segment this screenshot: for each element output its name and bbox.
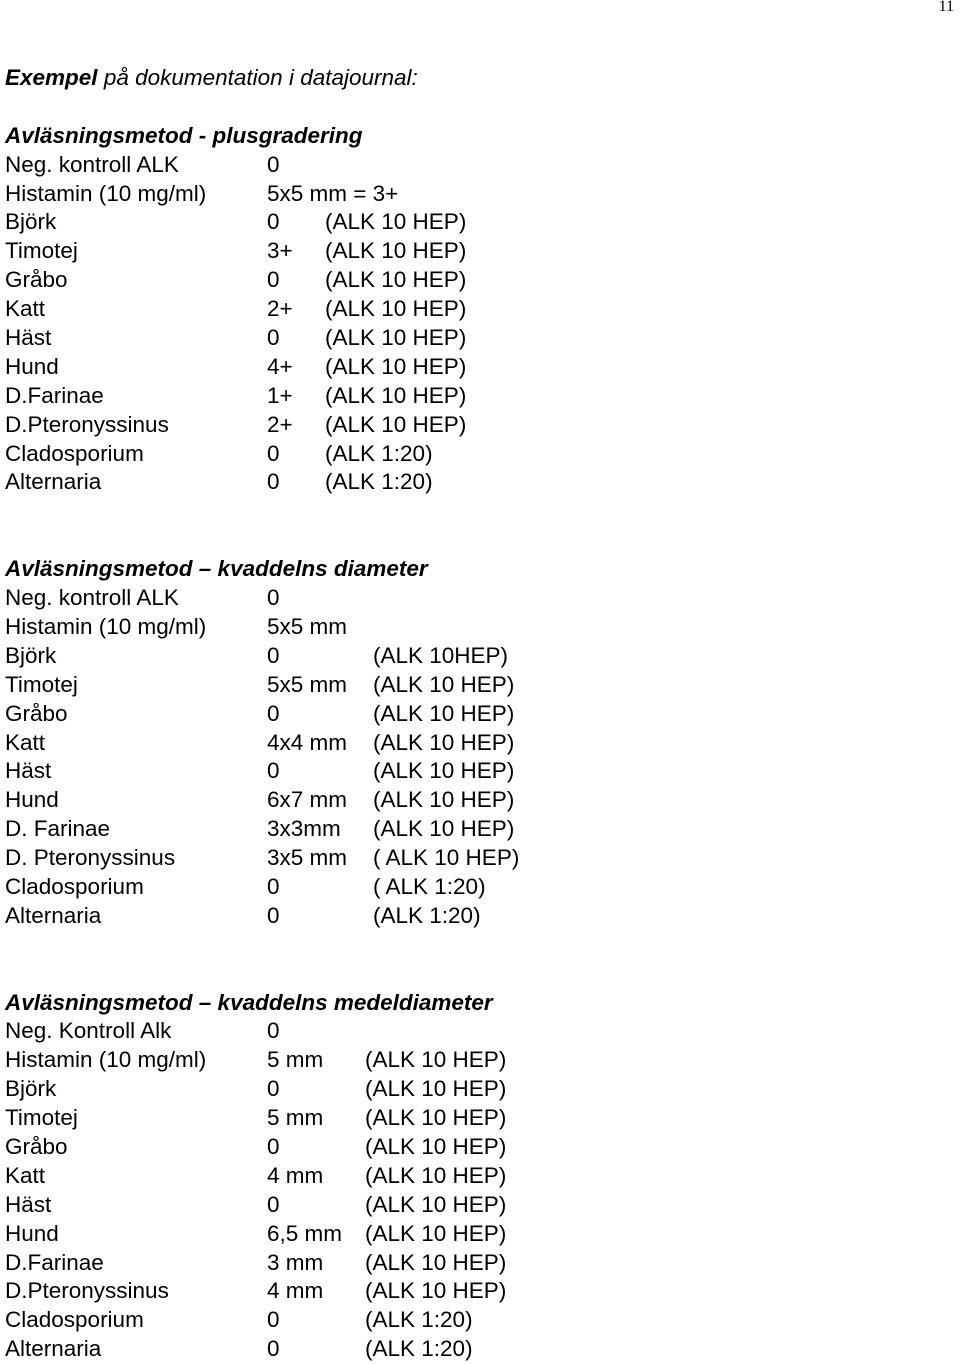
- sections-container: [5, 122, 960, 1364]
- allergen-label: Timotej: [5, 238, 78, 264]
- result-value: 0: [267, 440, 280, 466]
- reference-note: (ALK 10 HEP): [365, 1191, 507, 1217]
- result-value: 0: [267, 873, 280, 899]
- reference-note: (ALK 10 HEP): [365, 1162, 507, 1188]
- allergen-label: Katt: [5, 1162, 46, 1188]
- result-value: 5 mm: [267, 1105, 324, 1131]
- section-heading: Avläsningsmetod – kvaddelns medeldiameter: [5, 989, 493, 1015]
- result-row: [5, 353, 960, 382]
- allergen-label: D.Farinae: [5, 382, 104, 408]
- result-row: [5, 1277, 960, 1306]
- result-row: [5, 237, 960, 266]
- allergen-label: D. Farinae: [5, 816, 111, 842]
- result-value: 0: [267, 758, 280, 784]
- allergen-label: Cladosporium: [5, 873, 144, 899]
- intro-line: [5, 64, 960, 93]
- allergen-label: Histamin (10 mg/ml): [5, 180, 207, 206]
- result-row: [5, 468, 960, 497]
- reference-note: (ALK 1:20): [373, 902, 481, 928]
- allergen-label: Björk: [5, 209, 57, 235]
- allergen-label: Alternaria: [5, 902, 102, 928]
- result-row: [5, 757, 960, 786]
- result-row: [5, 1335, 960, 1364]
- allergen-label: Katt: [5, 729, 46, 755]
- result-row: [5, 786, 960, 815]
- result-row: [5, 295, 960, 324]
- allergen-label: Hund: [5, 787, 59, 813]
- result-row: [5, 1191, 960, 1220]
- reference-note: (ALK 10 HEP): [325, 382, 467, 408]
- reference-note: (ALK 10 HEP): [365, 1047, 507, 1073]
- result-value: 0: [267, 1307, 280, 1333]
- reference-note: (ALK 10 HEP): [365, 1278, 507, 1304]
- result-value: 0: [267, 1133, 280, 1159]
- result-row: [5, 324, 960, 353]
- result-row: [5, 815, 960, 844]
- reference-note: (ALK 10 HEP): [365, 1076, 507, 1102]
- reference-note: (ALK 10 HEP): [373, 787, 515, 813]
- reference-note: (ALK 10 HEP): [325, 296, 467, 322]
- reference-note: (ALK 10 HEP): [325, 267, 467, 293]
- result-row: [5, 873, 960, 902]
- allergen-label: Häst: [5, 1191, 52, 1217]
- result-value: 0: [267, 267, 280, 293]
- allergen-label: Björk: [5, 1076, 57, 1102]
- result-row: [5, 151, 960, 180]
- allergen-label: Cladosporium: [5, 440, 144, 466]
- reference-note: (ALK 1:20): [365, 1336, 473, 1362]
- allergen-label: Häst: [5, 325, 52, 351]
- allergen-label: Histamin (10 mg/ml): [5, 613, 207, 639]
- document-body: [5, 64, 960, 1364]
- section-heading: Avläsningsmetod – kvaddelns diameter: [5, 556, 428, 582]
- result-value: 0: [267, 469, 280, 495]
- result-row: [5, 729, 960, 758]
- allergen-label: Neg. kontroll ALK: [5, 585, 179, 611]
- result-value: 0: [267, 642, 280, 668]
- reference-note: (ALK 10 HEP): [365, 1105, 507, 1131]
- reference-note: (ALK 10 HEP): [325, 325, 467, 351]
- reference-note: ( ALK 10 HEP): [373, 845, 520, 871]
- page-number: 11: [938, 0, 954, 15]
- result-value: 3+: [267, 238, 293, 264]
- allergen-label: Björk: [5, 642, 57, 668]
- intro-text: på dokumentation i datajournal:: [97, 65, 418, 90]
- result-value: 2+: [267, 296, 293, 322]
- result-value: 4+: [267, 353, 293, 379]
- result-row: [5, 1162, 960, 1191]
- allergen-label: Katt: [5, 296, 46, 322]
- allergen-label: Timotej: [5, 1105, 78, 1131]
- result-row: [5, 180, 960, 209]
- result-value: 0: [267, 585, 280, 611]
- allergen-label: Cladosporium: [5, 1307, 144, 1333]
- reference-note: (ALK 10 HEP): [373, 671, 515, 697]
- allergen-label: D. Pteronyssinus: [5, 845, 176, 871]
- allergen-label: Neg. kontroll ALK: [5, 151, 179, 177]
- result-value: 5x5 mm: [267, 671, 348, 697]
- reference-note: (ALK 10 HEP): [325, 411, 467, 437]
- result-row: [5, 1249, 960, 1278]
- result-value: 0: [267, 700, 280, 726]
- result-value: 0: [267, 1191, 280, 1217]
- result-row: [5, 902, 960, 931]
- result-row: [5, 1220, 960, 1249]
- result-row: [5, 584, 960, 613]
- reference-note: (ALK 1:20): [325, 469, 433, 495]
- reference-note: (ALK 10 HEP): [325, 353, 467, 379]
- result-value: 0: [267, 151, 280, 177]
- allergen-label: Häst: [5, 758, 52, 784]
- section-heading: Avläsningsmetod - plusgradering: [5, 122, 363, 148]
- reference-note: (ALK 10 HEP): [373, 700, 515, 726]
- reference-note: (ALK 10 HEP): [373, 816, 515, 842]
- section-1: [5, 122, 960, 498]
- allergen-label: Gråbo: [5, 1133, 68, 1159]
- result-row: [5, 1306, 960, 1335]
- result-value: 0: [267, 209, 280, 235]
- intro-emphasis: Exempel: [5, 65, 98, 90]
- result-value: 5x5 mm = 3+: [267, 180, 399, 206]
- result-row: [5, 613, 960, 642]
- result-row: [5, 700, 960, 729]
- reference-note: (ALK 1:20): [325, 440, 433, 466]
- result-row: [5, 266, 960, 295]
- reference-note: (ALK 10HEP): [373, 642, 509, 668]
- result-value: 0: [267, 325, 280, 351]
- allergen-label: D.Pteronyssinus: [5, 1278, 169, 1304]
- result-value: 4 mm: [267, 1278, 324, 1304]
- result-row: [5, 382, 960, 411]
- result-value: 0: [267, 1336, 280, 1362]
- allergen-label: Hund: [5, 1220, 59, 1246]
- section-2: [5, 555, 960, 931]
- reference-note: (ALK 10 HEP): [373, 729, 515, 755]
- result-row: [5, 1075, 960, 1104]
- section-spacer: [5, 497, 960, 555]
- reference-note: (ALK 10 HEP): [365, 1133, 507, 1159]
- allergen-label: Histamin (10 mg/ml): [5, 1047, 207, 1073]
- result-row: [5, 1017, 960, 1046]
- result-value: 3x3mm: [267, 816, 341, 842]
- reference-note: (ALK 10 HEP): [325, 238, 467, 264]
- result-row: [5, 208, 960, 237]
- result-value: 6,5 mm: [267, 1220, 343, 1246]
- result-row: [5, 411, 960, 440]
- result-value: 4x4 mm: [267, 729, 348, 755]
- allergen-label: D.Pteronyssinus: [5, 411, 169, 437]
- result-row: [5, 642, 960, 671]
- result-value: 2+: [267, 411, 293, 437]
- reference-note: (ALK 10 HEP): [365, 1249, 507, 1275]
- result-value: 5 mm: [267, 1047, 324, 1073]
- allergen-label: D.Farinae: [5, 1249, 104, 1275]
- result-row: [5, 671, 960, 700]
- allergen-label: Timotej: [5, 671, 78, 697]
- reference-note: ( ALK 1:20): [373, 873, 486, 899]
- reference-note: (ALK 10 HEP): [365, 1220, 507, 1246]
- result-value: 1+: [267, 382, 293, 408]
- result-row: [5, 440, 960, 469]
- spacer: [5, 93, 960, 122]
- result-value: 3 mm: [267, 1249, 324, 1275]
- result-row: [5, 1104, 960, 1133]
- result-value: 6x7 mm: [267, 787, 348, 813]
- result-value: 3x5 mm: [267, 845, 348, 871]
- result-value: 0: [267, 1018, 280, 1044]
- allergen-label: Gråbo: [5, 700, 68, 726]
- section-spacer: [5, 931, 960, 989]
- result-value: 5x5 mm: [267, 613, 348, 639]
- reference-note: (ALK 10 HEP): [373, 758, 515, 784]
- allergen-label: Alternaria: [5, 1336, 102, 1362]
- result-value: 4 mm: [267, 1162, 324, 1188]
- section-3: [5, 989, 960, 1364]
- result-row: [5, 1133, 960, 1162]
- reference-note: (ALK 10 HEP): [325, 209, 467, 235]
- result-value: 0: [267, 1076, 280, 1102]
- allergen-label: Hund: [5, 353, 59, 379]
- result-row: [5, 1046, 960, 1075]
- allergen-label: Neg. Kontroll Alk: [5, 1018, 172, 1044]
- result-row: [5, 844, 960, 873]
- reference-note: (ALK 1:20): [365, 1307, 473, 1333]
- allergen-label: Gråbo: [5, 267, 68, 293]
- result-value: 0: [267, 902, 280, 928]
- allergen-label: Alternaria: [5, 469, 102, 495]
